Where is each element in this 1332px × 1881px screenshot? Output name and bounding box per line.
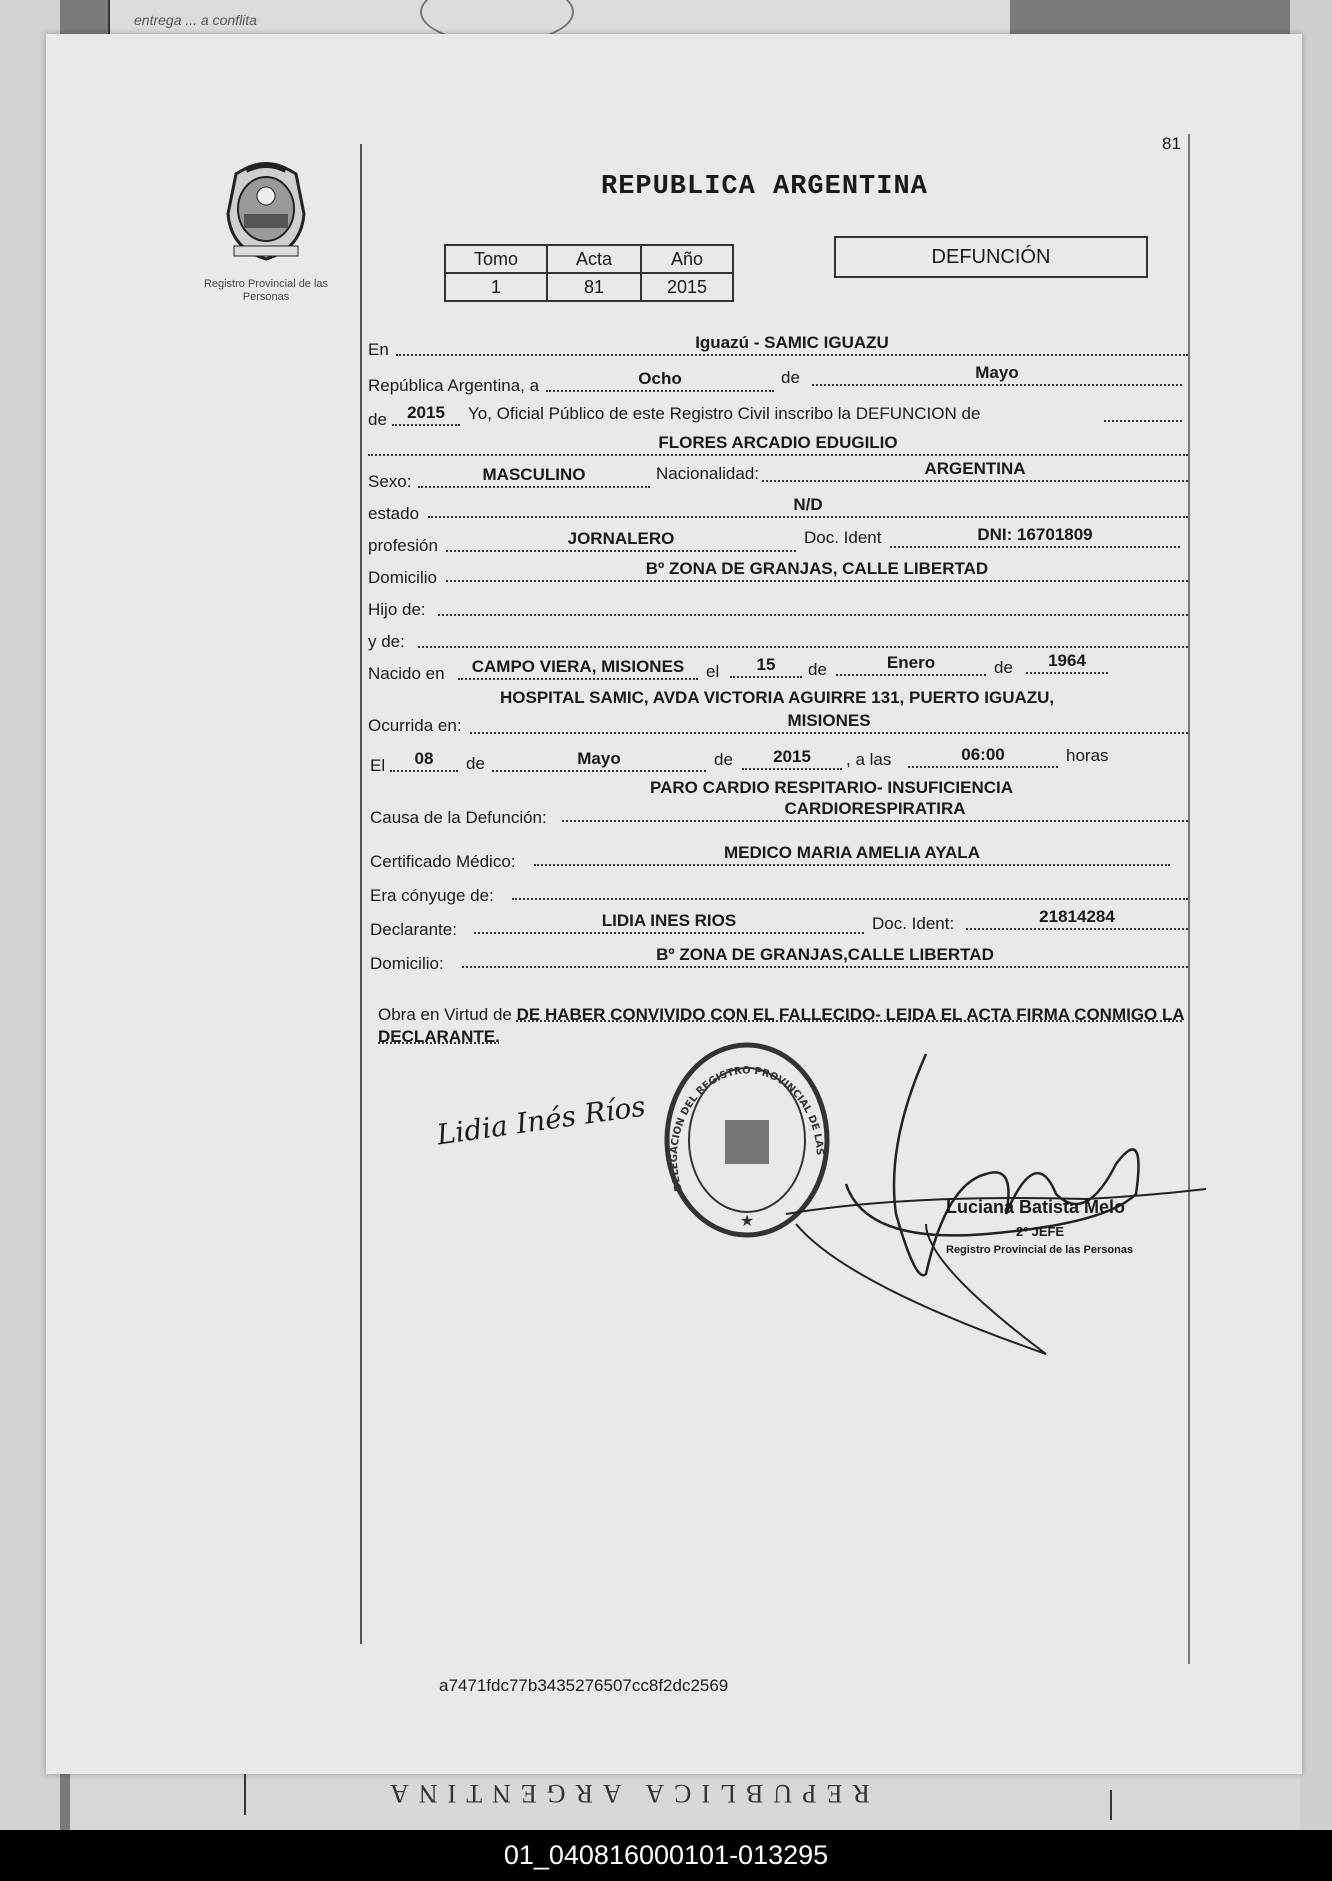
death-month: Mayo [492,748,706,772]
grounds-value: DE HABER CONVIVIDO CON EL FALLECIDO- LEIDA EL ACTA FIRMA CONMIGO LA DECLARANTE. [378,1005,1185,1046]
occurred-value-line2: MISIONES [470,710,1188,734]
value-anio: 2015 [641,273,733,301]
page-number: 81 [1162,134,1181,153]
signatory-role: 2º JEFE [1016,1224,1065,1239]
born-in-label: Nacido en [368,664,445,683]
bottom-rule-left [244,1770,246,1815]
nationality-value: ARGENTINA [762,458,1188,482]
de-label-4: de [994,658,1013,677]
sex-label: Sexo: [368,472,412,491]
profession-value: JORNALERO [446,528,796,552]
birth-year: 1964 [1026,650,1108,674]
scan-id-bar: 01_040816000101-013295 [0,1830,1332,1881]
de-label-1: de [781,368,800,387]
on-label: el [706,662,720,681]
nationality-label: Nacionalidad: [656,464,760,483]
cause-label: Causa de la Defunción: [370,808,547,827]
declarant-address-value: Bº ZONA DE GRANJAS,CALLE LIBERTAD [462,944,1188,968]
medical-certificate-label: Certificado Médico: [370,852,516,871]
death-time: 06:00 [908,744,1058,768]
right-margin-rule [1188,134,1190,1664]
document-type-box: DEFUNCIÓN [834,236,1148,278]
hours-label: horas [1066,746,1109,765]
page-title: REPUBLICA ARGENTINA [601,172,928,202]
on-label-2: El [370,756,386,775]
signatory-name: Luciana Batista Melo [946,1197,1126,1217]
day-value: Ocho [546,368,774,392]
left-margin-rule [360,144,362,1644]
declarant-label: Declarante: [370,920,457,939]
record-table [444,244,734,302]
header-tomo: Tomo [445,245,547,273]
birth-month: Enero [836,652,986,676]
spouse-value [512,876,1188,900]
child-of-value [438,592,1188,616]
at-label: , a las [846,750,892,769]
value-tomo: 1 [445,273,547,301]
de-label-2: de [368,410,387,429]
de-label-5: de [466,754,485,773]
value-acta: 81 [547,273,641,301]
month-value: Mayo [812,362,1182,386]
en-label: En [368,340,389,359]
birth-day: 15 [730,654,802,678]
and-of-value [418,624,1188,648]
death-certificate-page [46,34,1302,1774]
and-of-label: y de: [368,632,405,651]
svg-text:DELEGACION DEL REGISTRO PROVIN: DELEGACION DEL REGISTRO PROVINCIAL DE LAS [668,1065,826,1193]
declarant-doc-label: Doc. Ident: [872,914,955,933]
declarant-value: LIDIA INES RIOS [474,910,864,934]
de-label-3: de [808,660,827,679]
declarant-address-label: Domicilio: [370,954,444,973]
svg-text:★: ★ [739,1213,755,1230]
declarant-doc-value: 21814284 [966,906,1188,930]
civil-status-value: N/D [428,494,1188,518]
year-value: 2015 [392,402,460,426]
address-value: Bº ZONA DE GRANJAS, CALLE LIBERTAD [446,558,1188,582]
deceased-name: FLORES ARCADIO EDUGILIO [368,432,1188,456]
declarant-signature: Lidia Inés Ríos [434,1089,648,1152]
underlying-top-text: entrega ... a conflita [134,12,257,28]
civil-status-label: estado [368,504,420,523]
cause-value-line2: CARDIORESPIRATIRA [562,798,1188,822]
id-doc-label: Doc. Ident [804,528,882,547]
death-day: 08 [390,748,458,772]
id-doc-value: DNI: 16701809 [890,524,1180,548]
death-year: 2015 [742,746,842,770]
spouse-label: Era cónyuge de: [370,886,494,905]
profession-label: profesión [368,536,438,555]
cause-value-line1: PARO CARDIO RESPITARIO- INSUFICIENCIA [650,778,1013,797]
address-label: Domicilio [368,568,437,587]
republica-label: República Argentina, a [368,376,540,395]
grounds-label: Obra en Virtud de [378,1005,512,1024]
document-hash: a7471fdc77b3435276507cc8f2dc2569 [439,1676,729,1695]
inscription-text: Yo, Oficial Público de este Registro Civil inscribo la DEFUNCION de [468,404,981,423]
bottom-rule-right [1110,1790,1112,1820]
birthplace-value: CAMPO VIERA, MISIONES [458,656,698,680]
header-anio: Año [641,245,733,273]
signatory-organization: Registro Provincial de las Personas [946,1244,1134,1256]
occurred-value-line1: HOSPITAL SAMIC, AVDA VICTORIA AGUIRRE 131, PUERTO IGUAZU, [500,688,1055,707]
logo-caption: Registro Provincial de las Personas [203,278,329,303]
child-of-label: Hijo de: [368,600,426,619]
place-value: Iguazú - SAMIC IGUAZU [396,332,1188,356]
sex-value: MASCULINO [418,464,650,488]
header-acta: Acta [547,245,641,273]
inscription-blank [1104,398,1182,422]
occurred-label: Ocurrida en: [368,716,462,735]
de-label-6: de [714,750,733,769]
underlying-bottom-title: REPUBLICA ARGENTINA [380,1779,870,1808]
province-seal-logo [216,154,316,264]
medical-certificate-value: MEDICO MARIA AMELIA AYALA [534,842,1170,866]
